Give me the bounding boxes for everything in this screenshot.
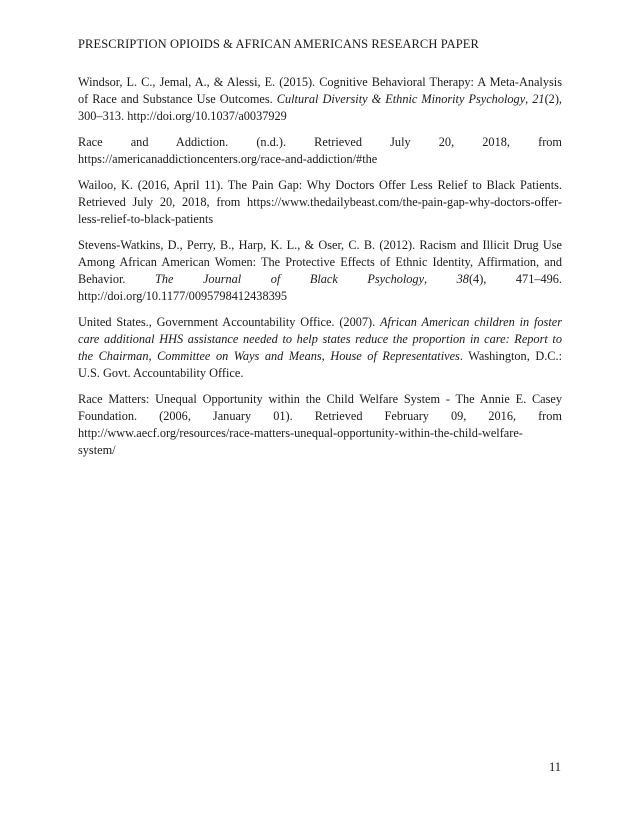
reference-line	[78, 211, 562, 228]
reference-italic-text: 38	[456, 272, 469, 286]
reference-italic-text: 21	[532, 92, 545, 106]
reference-text: http://www.aecf.org/resources/race-matters-unequal-opportunity-within-the-child-welfare-	[78, 426, 523, 440]
reference-text: https://americanaddictioncenters.org/race-and-addiction/#the	[78, 152, 378, 166]
reference-line	[78, 254, 562, 271]
reference-text: Foundation. (2006, January 01). Retrieved February 09, 2016, from	[78, 409, 562, 423]
reference-text: http://doi.org/10.1177/0095798412438395	[78, 289, 288, 303]
reference-text: of Race and Substance Use Outcomes.	[78, 92, 277, 106]
reference-text: Race Matters: Unequal Opportunity within the Child Welfare System - The Annie E. Casey	[78, 392, 562, 406]
reference-text: ,	[525, 92, 533, 106]
reference-text: Wailoo, K. (2016, April 11). The Pain Gap: Why Doctors Offer Less Relief to Black Patients.	[78, 178, 562, 192]
reference-text: Stevens-Watkins, D., Perry, B., Harp, K. L., & Oser, C. B. (2012). Racism and Illicit Drug Use	[78, 238, 562, 252]
reference-text: U.S. Govt. Accountability Office.	[78, 366, 244, 380]
reference-text: (2),	[544, 92, 562, 106]
reference-line	[78, 288, 562, 305]
reference-text: United States., Government Accountability Office. (2007).	[78, 315, 381, 329]
reference-line	[78, 74, 562, 91]
reference-text: system/	[78, 443, 116, 457]
reference-entry	[78, 237, 562, 305]
reference-line	[78, 177, 562, 194]
reference-italic-text: the Chairman, Committee on Ways and Means, House of Representatives	[78, 349, 460, 363]
reference-text: ,	[424, 272, 457, 286]
reference-text: Race and Addiction. (n.d.). Retrieved July 20, 2018, from	[78, 135, 562, 149]
reference-line	[78, 134, 562, 151]
reference-text: Windsor, L. C., Jemal, A., & Alessi, E. (2015). Cognitive Behavioral Therapy: A Meta-Analysis	[78, 75, 562, 89]
page-number: 11	[548, 760, 561, 774]
reference-line	[78, 348, 562, 365]
reference-italic-text: The Journal of Black Psychology	[155, 272, 425, 286]
reference-entry	[78, 134, 562, 168]
reference-line	[78, 91, 562, 108]
reference-text: Among African American Women: The Protective Effects of Ethnic Identity, Affirmation, and	[78, 255, 562, 269]
reference-entry	[78, 314, 562, 382]
reference-entry	[78, 74, 562, 125]
reference-line	[78, 442, 562, 459]
reference-line	[78, 194, 562, 211]
reference-line	[78, 108, 562, 125]
reference-italic-text: care additional HHS assistance needed to help states reduce the proportion in care: Report to	[78, 332, 562, 346]
reference-text: less-relief-to-black-patients	[78, 212, 214, 226]
reference-entry	[78, 391, 562, 459]
reference-line	[78, 237, 562, 254]
reference-line	[78, 314, 562, 331]
reference-line	[78, 425, 562, 442]
reference-italic-text: African American children in foster	[380, 315, 562, 329]
reference-italic-text: Cultural Diversity & Ethnic Minority Psychology	[276, 92, 526, 106]
reference-line	[78, 408, 562, 425]
reference-text: 300–313. http://doi.org/10.1037/a0037929	[78, 109, 287, 123]
reference-line	[78, 391, 562, 408]
reference-line	[78, 151, 562, 168]
reference-line	[78, 331, 562, 348]
reference-line	[78, 271, 562, 288]
reference-list	[78, 74, 562, 468]
reference-entry	[78, 177, 562, 228]
running-head: PRESCRIPTION OPIOIDS & AFRICAN AMERICANS RESEARCH PAPER	[78, 37, 479, 51]
reference-text: . Washington, D.C.:	[459, 349, 562, 363]
reference-text: Retrieved July 20, 2018, from https://www.thedailybeast.com/the-pain-gap-why-doctors-offer-	[78, 195, 562, 209]
reference-line	[78, 365, 562, 382]
reference-text: Behavior.	[78, 272, 155, 286]
reference-text: (4), 471–496.	[468, 272, 563, 286]
